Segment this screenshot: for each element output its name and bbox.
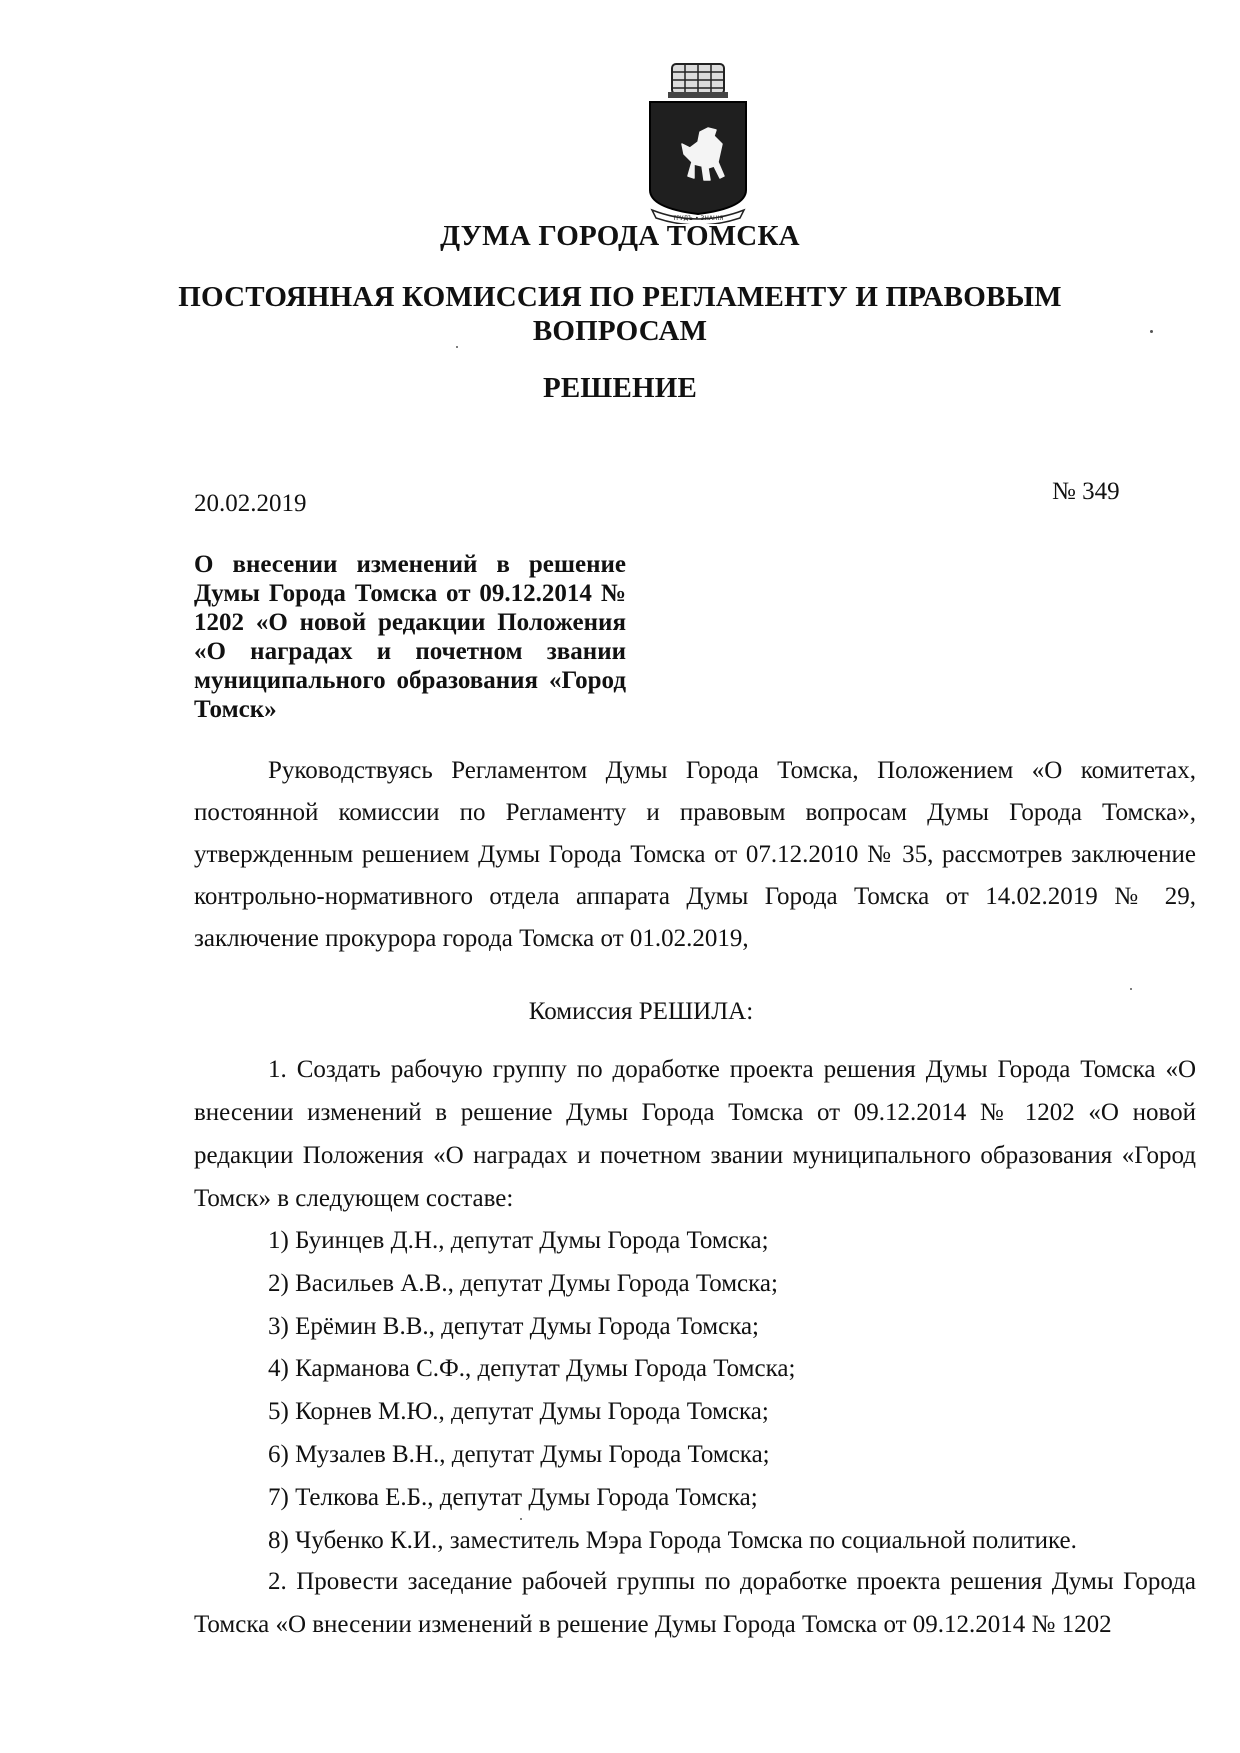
scan-speck xyxy=(1130,988,1132,990)
scan-speck xyxy=(456,346,458,348)
commission-title-line2: ВОПРОСАМ xyxy=(532,315,708,347)
preamble-paragraph: Руководствуясь Регламентом Думы Города Томска, Положением «О комитетах, постоянной комиссии по Регламенту и правовым вопросам Думы Города Томска», утвержденным решением Думы Города Томска от 07.12.2010 № 35, рассмотрев заключение контрольно-нормативного отдела аппарата Думы Города Томска от 14.02.2019 № 29, заключение прокурора города Томска от 01.02.2019, xyxy=(194,757,1196,952)
list-item: 1) Буинцев Д.Н., депутат Думы Города Томска; xyxy=(268,1227,769,1254)
emblem-motto: ТРУДЪ • ЗНАНІЯ xyxy=(672,215,724,222)
list-item: 5) Корнев М.Ю., депутат Думы Города Томска; xyxy=(268,1398,769,1426)
list-item: 6) Музалев В.Н., депутат Думы Города Томска; xyxy=(268,1440,770,1468)
duma-title: ДУМА ГОРОДА ТОМСКА xyxy=(440,220,800,252)
list-item: 3) Ерёмин В.В., депутат Думы Города Томска; xyxy=(268,1312,760,1340)
decision-subject: О внесении изменений в решение Думы Города Томска от 09.12.2014 № 1202 «О новой редакции Положения «О наградах и почетном звании муниципального образования «Город Томск» xyxy=(194,551,626,723)
list-item: 8) Чубенко К.И., заместитель Мэра Города Томска по социальной политике. xyxy=(268,1526,1077,1554)
crown-icon xyxy=(668,64,728,98)
scan-speck xyxy=(1150,330,1153,333)
decision-number: № 349 xyxy=(1052,478,1120,505)
working-group-members xyxy=(268,1220,1077,1562)
list-item: 4) Карманова С.Ф., депутат Думы Города Томска; xyxy=(268,1355,796,1383)
scan-speck xyxy=(520,1518,522,1520)
item-2-paragraph: 2. Провести заседание рабочей группы по доработке проекта решения Думы Города Томска «О внесении изменений в решение Думы Города Томска от 09.12.2014 № 1202 xyxy=(194,1568,1196,1638)
list-item: 7) Телкова Е.Б., депутат Думы Города Томска; xyxy=(268,1483,758,1511)
commission-title-line1: ПОСТОЯННАЯ КОМИССИЯ ПО РЕГЛАМЕНТУ И ПРАВОВЫМ xyxy=(178,281,1062,313)
coat-of-arms-icon xyxy=(638,58,758,224)
decision-date: 20.02.2019 xyxy=(194,490,307,517)
list-item: 2) Васильев А.В., депутат Думы Города Томска; xyxy=(268,1269,778,1297)
commission-title xyxy=(0,280,1240,348)
resolved-heading: Комиссия РЕШИЛА: xyxy=(528,998,754,1025)
item-1-paragraph: 1. Создать рабочую группу по доработке проекта решения Думы Города Томска «О внесении изменений в решение Думы Города Томска от 09.12.2014 № 1202 «О новой редакции Положения «О наградах и почетном звании муниципального образования «Город Томск» в следующем составе: xyxy=(194,1056,1196,1212)
decision-title: РЕШЕНИЕ xyxy=(542,372,698,404)
